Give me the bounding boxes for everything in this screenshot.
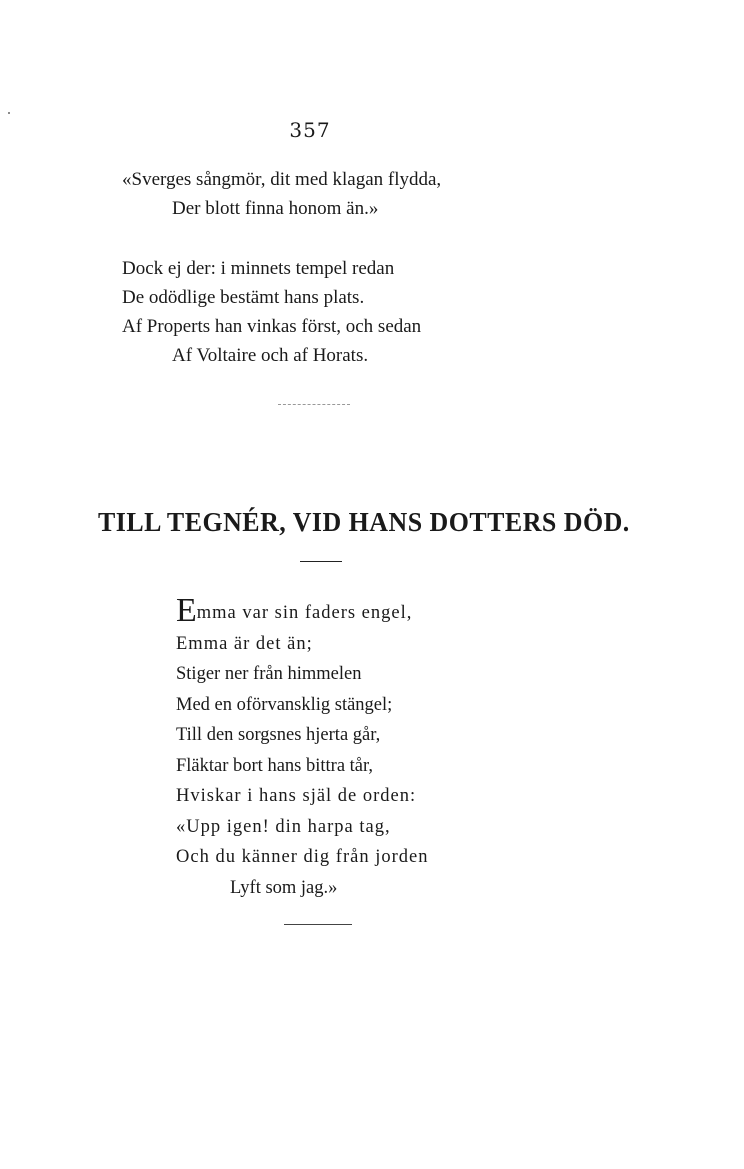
verse-line-last: Lyft som jag.» (230, 877, 338, 898)
verse-line: De odödlige bestämt hans plats. (122, 287, 365, 308)
previous-poem-stanza-1 (122, 165, 441, 223)
verse-line: Af Voltaire och af Horats. (172, 345, 369, 366)
verse-line: Med en oförvansklig stängel; (176, 694, 393, 715)
end-divider (284, 924, 352, 925)
verse-line: Hviskar i hans själ de orden: (176, 786, 417, 806)
verse-line: Och du känner dig från jorden (176, 847, 429, 867)
verse-line: Emma är det än; (176, 633, 313, 654)
speck-mark (8, 112, 10, 114)
previous-poem-stanza-2 (122, 254, 421, 370)
section-divider (278, 404, 350, 405)
verse-line-first (176, 592, 428, 629)
poem-stanza (176, 592, 429, 903)
verse-line: Af Properts han vinkas först, och sedan (122, 316, 422, 337)
verse-line: Dock ej der: i minnets tempel redan (122, 258, 395, 279)
verse-line: Stiger ner från himmelen (176, 664, 362, 684)
verse-line: «Sverges sångmör, dit med klagan flydda, (122, 169, 442, 190)
poem-title: TILL TEGNÉR, VID HANS DOTTERS DÖD. (98, 507, 630, 537)
verse-line: «Upp igen! din harpa tag, (176, 816, 391, 837)
verse-line: Fläktar bort hans bittra tår, (176, 755, 374, 776)
verse-line: Der blott finna honom än.» (172, 198, 379, 219)
verse-line-first-rest: mma var sin faders engel, (196, 603, 413, 623)
title-rule (300, 561, 342, 562)
verse-line: Till den sorgsnes hjerta går, (176, 725, 381, 745)
page-number: 357 (289, 118, 331, 142)
drop-cap: E (176, 592, 197, 629)
